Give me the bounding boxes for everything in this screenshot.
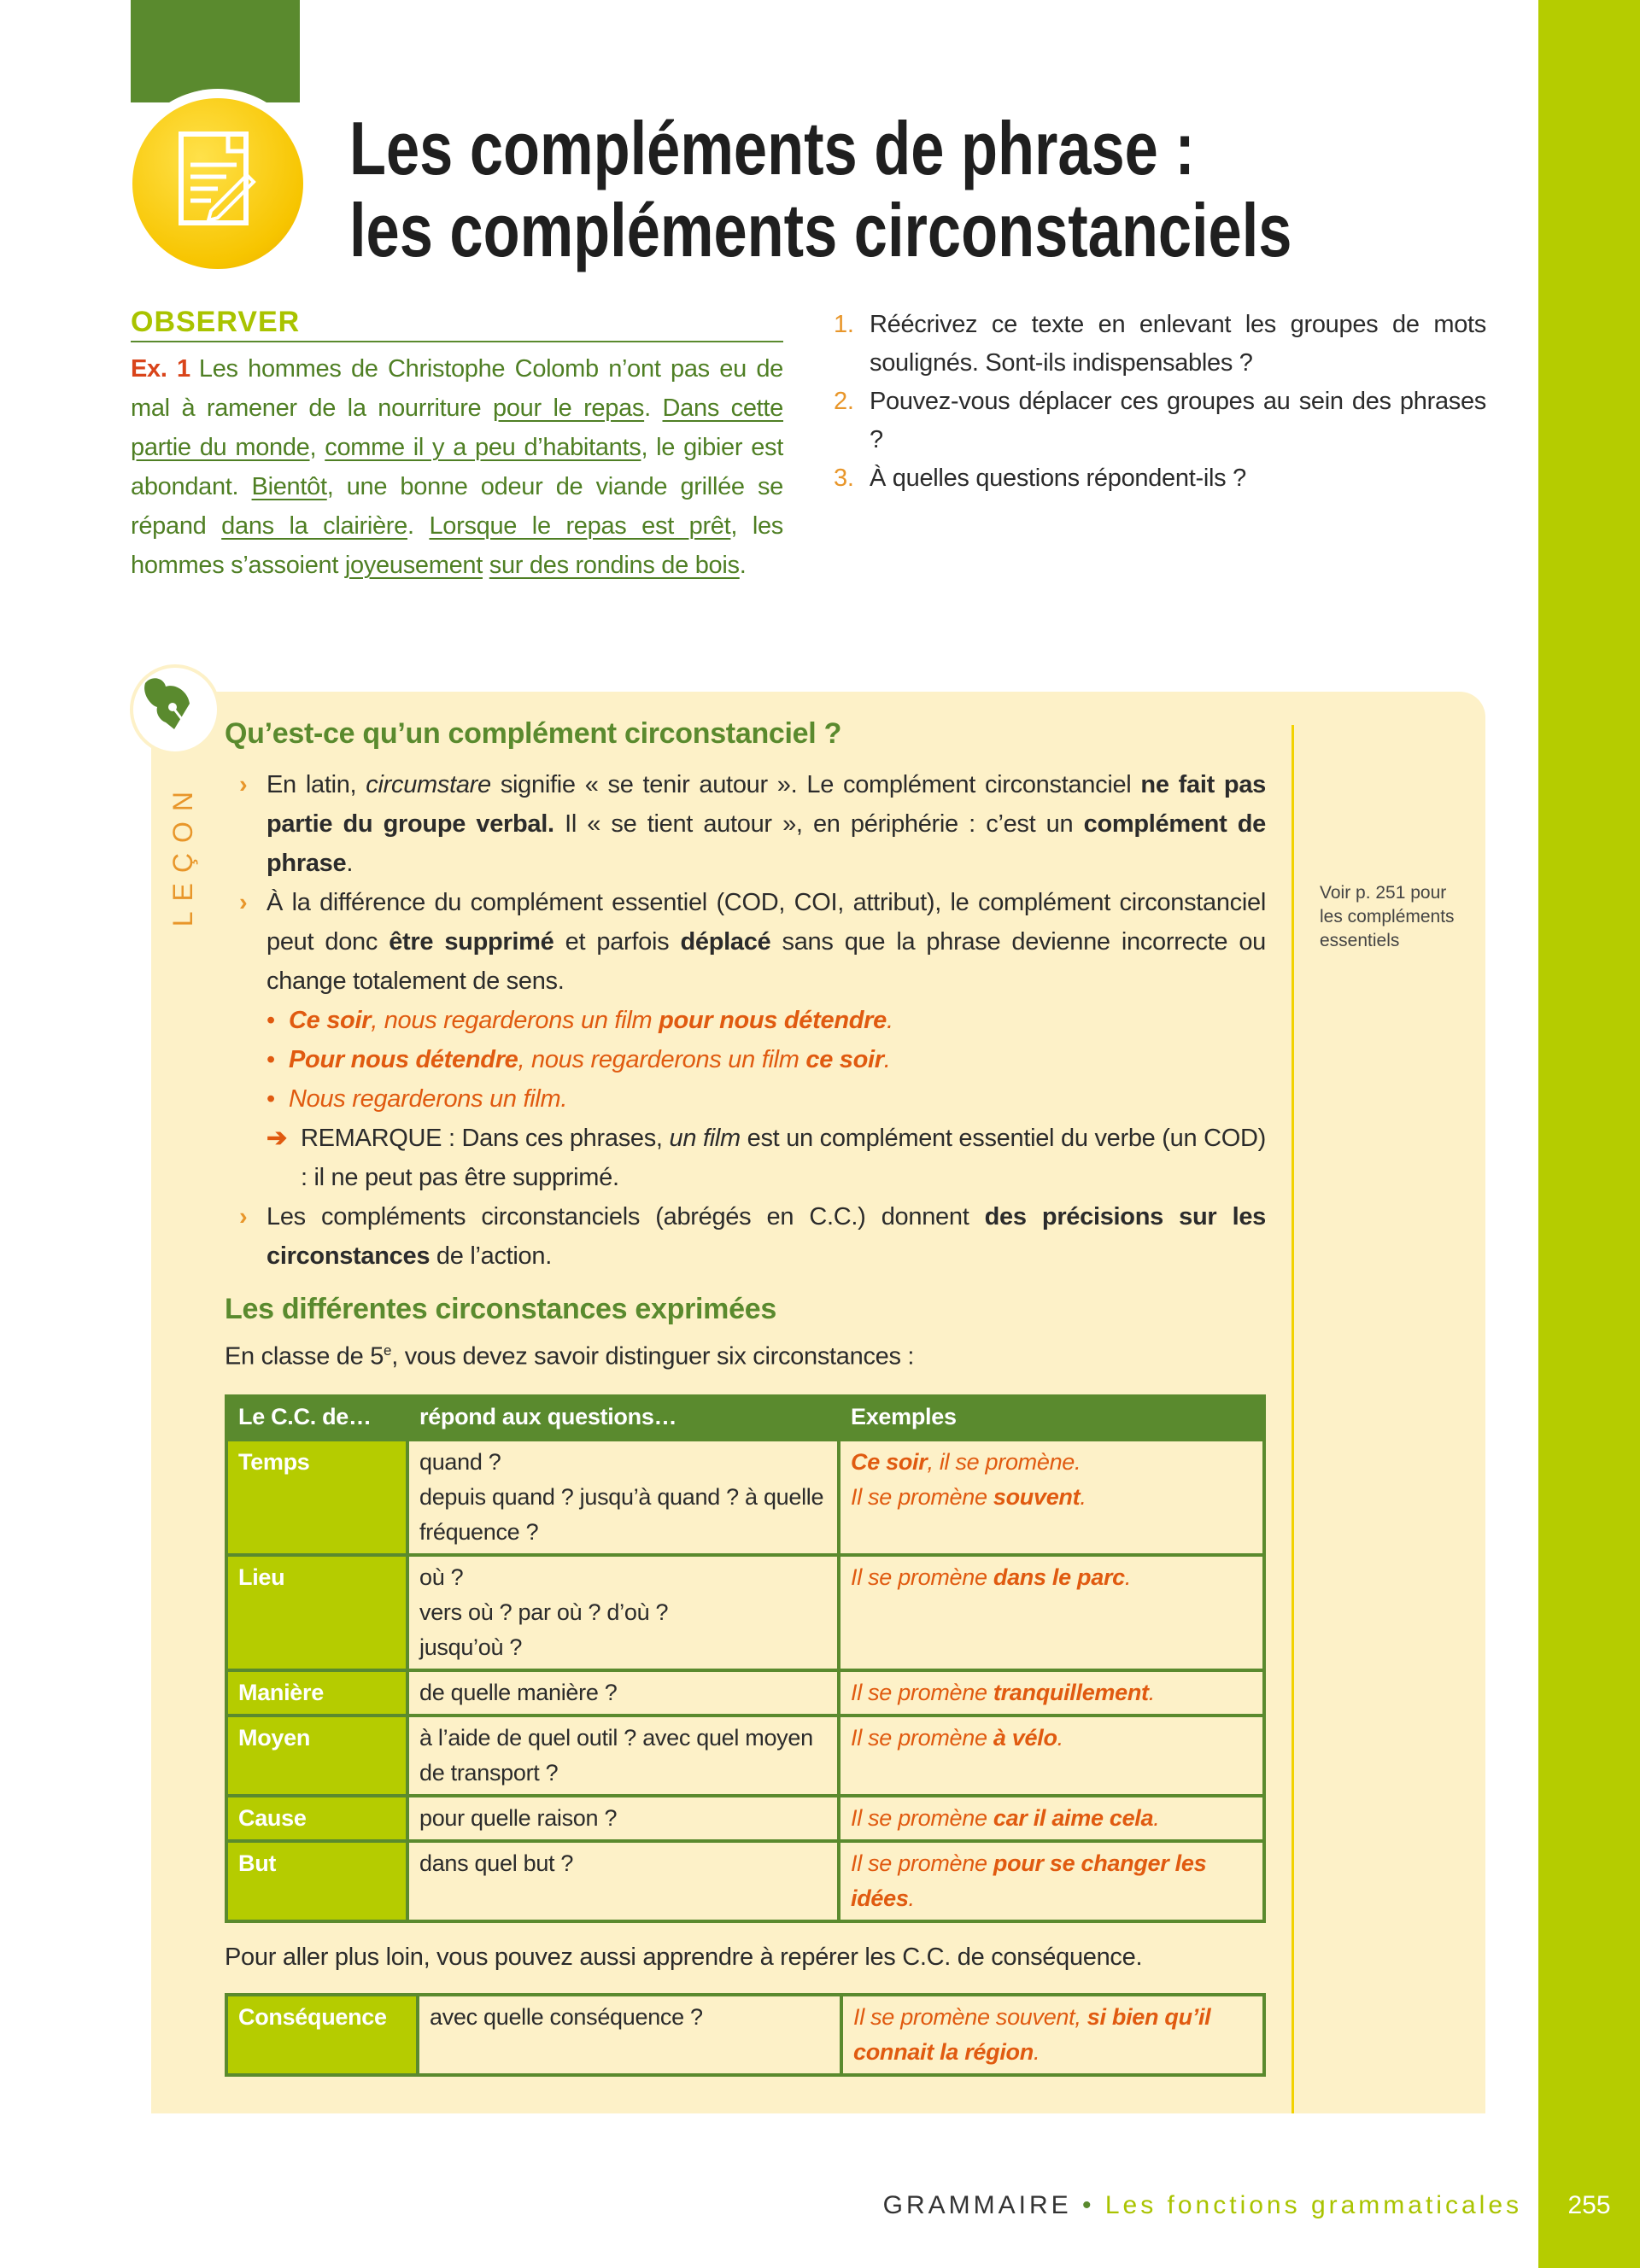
chevron-right-icon: › bbox=[239, 889, 248, 916]
footer-bullet: • bbox=[1081, 2191, 1095, 2219]
table-row bbox=[226, 1716, 1264, 1796]
question-line: de quelle manière ? bbox=[419, 1680, 618, 1705]
text-segment: , il se promène. bbox=[927, 1449, 1081, 1475]
text-segment: . bbox=[346, 850, 354, 877]
text-segment: dans le parc bbox=[993, 1564, 1125, 1590]
text-segment: Il « se tient autour », en périphérie : c’est un bbox=[554, 810, 1084, 838]
question-item bbox=[834, 459, 1486, 498]
bullet-dot-icon: • bbox=[266, 1046, 275, 1073]
text-segment: des précisions sur les circonstances bbox=[266, 1203, 1266, 1270]
text-segment: joyeusement bbox=[344, 552, 483, 579]
bullet-text bbox=[266, 1203, 1266, 1270]
side-note: Voir p. 251 pour les compléments essentiels bbox=[1320, 883, 1455, 950]
bullet-text bbox=[266, 771, 1266, 877]
text-segment: sans que la phrase devienne incorrecte ou change totalement de sens. bbox=[266, 928, 1267, 995]
example-sentence bbox=[239, 1001, 1266, 1040]
text-segment: un film bbox=[669, 1125, 741, 1152]
example-cell bbox=[839, 1555, 1264, 1670]
circumstance-cell: Lieu bbox=[226, 1555, 407, 1670]
text-segment: Les hommes de Christophe Colomb n’ont pas eu de mal à ramener de la nourriture bbox=[131, 355, 783, 422]
text-segment: REMARQUE : Dans ces phrases, bbox=[301, 1125, 670, 1152]
remark-text bbox=[301, 1125, 1266, 1191]
circumstance-cell: Cause bbox=[226, 1796, 407, 1841]
text-segment: complément de phrase bbox=[266, 810, 1266, 877]
circumstance-cell: Manière bbox=[226, 1670, 407, 1716]
text-segment: Nous regarderons un film. bbox=[289, 1085, 568, 1113]
text-segment: Lorsque le repas est prêt bbox=[429, 512, 731, 540]
question-number: 3. bbox=[834, 465, 854, 492]
lesson-body bbox=[239, 765, 1266, 1276]
text-segment: de l’action. bbox=[430, 1242, 552, 1270]
text-segment: Il se promène bbox=[851, 1680, 993, 1705]
circumstance-cell: Temps bbox=[226, 1440, 407, 1555]
questions-cell bbox=[407, 1841, 839, 1921]
observer-section bbox=[131, 306, 783, 585]
question-line: où ? bbox=[419, 1564, 464, 1590]
question-number: 2. bbox=[834, 388, 854, 415]
text-segment: car il aime cela bbox=[993, 1805, 1154, 1831]
lesson-heading: Qu’est-ce qu’un complément circonstanciel ? bbox=[225, 717, 842, 750]
exercise-body bbox=[131, 355, 783, 579]
text-segment: Ce soir bbox=[851, 1449, 928, 1475]
question-line: avec quelle conséquence ? bbox=[430, 2004, 703, 2030]
example-cell bbox=[839, 1670, 1264, 1716]
question-line: depuis quand ? jusqu’à quand ? à quelle fréquence ? bbox=[419, 1484, 824, 1545]
question-line: pour quelle raison ? bbox=[419, 1805, 618, 1831]
text-segment: . bbox=[644, 395, 663, 422]
text-segment: . bbox=[407, 512, 430, 540]
pen-nib-icon bbox=[130, 664, 220, 755]
text-segment: ne fait pas partie du groupe verbal. bbox=[266, 771, 1266, 838]
text-segment: Il se promène bbox=[851, 1484, 993, 1510]
text-segment: . bbox=[1148, 1680, 1155, 1705]
text-segment: À la différence du complément essentiel (COD, COI, attribut), le complément circonstanciel peut donc bbox=[266, 889, 1266, 956]
example-line bbox=[851, 1846, 1252, 1916]
question-list bbox=[834, 306, 1486, 498]
bullet-dot-icon: • bbox=[266, 1085, 275, 1113]
text-segment: Il se promène bbox=[851, 1850, 993, 1876]
questions-cell bbox=[407, 1716, 839, 1796]
questions-cell bbox=[407, 1555, 839, 1670]
circumstance-cell: Moyen bbox=[226, 1716, 407, 1796]
example-text bbox=[289, 1085, 567, 1113]
title-line-1: Les compléments de phrase : bbox=[349, 106, 1195, 190]
bullet-dot-icon: • bbox=[266, 1007, 275, 1034]
text-segment: , bbox=[309, 434, 325, 461]
text-segment: dans la clairière bbox=[221, 512, 407, 540]
question-line: vers où ? par où ? d’où ? bbox=[419, 1599, 669, 1625]
example-line bbox=[853, 2000, 1252, 2070]
text-segment: , le gibier est abondant. bbox=[131, 434, 783, 500]
table-row bbox=[226, 1841, 1264, 1921]
consequence-table bbox=[225, 1993, 1266, 2077]
chapter-tab bbox=[131, 0, 300, 102]
text-segment: En latin, bbox=[266, 771, 366, 798]
question-number: 1. bbox=[834, 311, 854, 338]
text-segment: . bbox=[883, 1046, 891, 1073]
text-segment: Il se promène bbox=[851, 1805, 993, 1831]
questions-cell bbox=[407, 1796, 839, 1841]
table-row bbox=[226, 1555, 1264, 1670]
example-text bbox=[289, 1046, 891, 1073]
text-segment: . bbox=[908, 1885, 915, 1911]
example-sentence bbox=[239, 1079, 1266, 1119]
text-segment: Il se promène bbox=[851, 1564, 993, 1590]
footer bbox=[883, 2191, 1522, 2220]
margin-divider bbox=[1292, 725, 1294, 2113]
text-segment: . bbox=[1080, 1484, 1086, 1510]
question-line: quand ? bbox=[419, 1449, 501, 1475]
exercise-label: Ex. 1 bbox=[131, 355, 190, 383]
text-segment: être supprimé bbox=[389, 928, 554, 956]
text-segment: Pour nous détendre bbox=[289, 1046, 518, 1073]
text-segment: Il se promène souvent, bbox=[853, 2004, 1087, 2030]
circumstance-cell: Conséquence bbox=[226, 1995, 418, 2075]
example-cell bbox=[839, 1440, 1264, 1555]
text-segment: souvent bbox=[993, 1484, 1081, 1510]
right-color-band bbox=[1538, 0, 1640, 2268]
text-segment: Ce soir bbox=[289, 1007, 372, 1034]
example-line bbox=[851, 1675, 1252, 1710]
text-segment: . bbox=[1057, 1725, 1063, 1751]
text-segment: circumstare bbox=[366, 771, 491, 798]
table-header-row bbox=[226, 1396, 1264, 1440]
example-cell bbox=[839, 1841, 1264, 1921]
footer-section: GRAMMAIRE bbox=[882, 2191, 1072, 2219]
table-row bbox=[226, 1995, 1264, 2075]
text-segment: , les hommes s’assoient bbox=[131, 512, 783, 579]
bullet-text bbox=[266, 889, 1266, 995]
question-line: jusqu’où ? bbox=[419, 1634, 523, 1660]
example-line bbox=[851, 1721, 1252, 1756]
further-note: Pour aller plus loin, vous pouvez aussi apprendre à repérer les C.C. de conséquence. bbox=[225, 1944, 1143, 1971]
remark bbox=[239, 1119, 1266, 1197]
question-item bbox=[834, 383, 1486, 459]
footer-subsection: Les fonctions grammaticales bbox=[1104, 2191, 1522, 2219]
circumstances-table bbox=[225, 1394, 1266, 1923]
example-line bbox=[851, 1801, 1252, 1836]
exercise-text bbox=[131, 349, 783, 585]
text-segment: Il se promène bbox=[851, 1725, 993, 1751]
table-intro bbox=[225, 1342, 914, 1371]
text-segment: . bbox=[1153, 1805, 1160, 1831]
text-segment: Bientôt bbox=[251, 473, 327, 500]
question-line: à l’aide de quel outil ? avec quel moyen de transport ? bbox=[419, 1725, 813, 1786]
document-pencil-icon bbox=[132, 98, 303, 269]
example-line bbox=[851, 1560, 1252, 1595]
questions-cell bbox=[418, 1995, 841, 2075]
question-text: À quelles questions répondent-ils ? bbox=[870, 465, 1246, 492]
chevron-right-icon: › bbox=[239, 771, 248, 798]
example-cell bbox=[839, 1796, 1264, 1841]
text-segment: , une bonne odeur de viande grillée se répand bbox=[131, 473, 783, 540]
text-segment: . bbox=[739, 552, 747, 579]
text-segment: et parfois bbox=[554, 928, 681, 956]
text-segment: comme il y a peu d’habitants bbox=[325, 434, 641, 461]
questions-cell bbox=[407, 1440, 839, 1555]
text-segment: à vélo bbox=[993, 1725, 1057, 1751]
title-line-2: les compléments circonstanciels bbox=[349, 188, 1292, 272]
text-segment: . bbox=[1033, 2039, 1040, 2065]
text-segment: pour le repas bbox=[493, 395, 645, 422]
example-line bbox=[851, 1480, 1252, 1515]
intro-text: En classe de 5 bbox=[225, 1342, 384, 1371]
text-segment: si bien qu’il connait la région bbox=[853, 2004, 1211, 2065]
example-text bbox=[289, 1007, 893, 1034]
text-segment: , nous regarderons un film bbox=[518, 1046, 806, 1073]
text-segment: pour se changer les idées bbox=[851, 1850, 1207, 1911]
arrow-right-icon: ➔ bbox=[266, 1125, 287, 1152]
question-text: Pouvez-vous déplacer ces groupes au sein des phrases ? bbox=[870, 388, 1486, 453]
chevron-right-icon: › bbox=[239, 1203, 248, 1230]
text-segment: pour nous détendre bbox=[659, 1007, 887, 1034]
text-segment: . bbox=[1124, 1564, 1132, 1590]
intro-text-end: , vous devez savoir distinguer six circonstances : bbox=[391, 1342, 915, 1371]
lesson-bullet bbox=[239, 765, 1266, 883]
text-segment: Dans cette partie du monde bbox=[131, 395, 784, 461]
column-header: Le C.C. de… bbox=[226, 1396, 407, 1440]
text-segment: sur des rondins de bois bbox=[489, 552, 740, 579]
subheading: Les différentes circonstances exprimées bbox=[225, 1293, 776, 1325]
page-number: 255 bbox=[1567, 2191, 1611, 2219]
circumstance-cell: But bbox=[226, 1841, 407, 1921]
table-row bbox=[226, 1440, 1264, 1555]
text-segment: . bbox=[886, 1007, 893, 1034]
observer-heading: OBSERVER bbox=[131, 306, 783, 342]
intro-superscript: e bbox=[384, 1342, 392, 1359]
column-header: Exemples bbox=[839, 1396, 1264, 1440]
column-header: répond aux questions… bbox=[407, 1396, 839, 1440]
table-row bbox=[226, 1796, 1264, 1841]
lesson-side-label: LEÇON bbox=[167, 781, 198, 927]
example-cell bbox=[841, 1995, 1264, 2075]
text-segment: signifie « se tenir autour ». Le complément circonstanciel bbox=[490, 771, 1141, 798]
question-item bbox=[834, 306, 1486, 383]
text-segment: ce soir bbox=[805, 1046, 884, 1073]
example-line bbox=[851, 1445, 1252, 1480]
question-text: Réécrivez ce texte en enlevant les groupes de mots soulignés. Sont-ils indispensables ? bbox=[870, 311, 1486, 377]
example-cell bbox=[839, 1716, 1264, 1796]
text-segment: tranquillement bbox=[993, 1680, 1149, 1705]
example-sentence bbox=[239, 1040, 1266, 1079]
page-title bbox=[349, 108, 1292, 272]
text-segment: déplacé bbox=[680, 928, 771, 956]
table-row bbox=[226, 1670, 1264, 1716]
text-segment: Les compléments circonstanciels (abrégés en C.C.) donnent bbox=[266, 1203, 985, 1230]
lesson-bullet bbox=[239, 883, 1266, 1001]
text-segment: est un complément essentiel du verbe (un COD) : il ne peut pas être supprimé. bbox=[301, 1125, 1266, 1191]
text-segment bbox=[483, 552, 489, 579]
questions-cell bbox=[407, 1670, 839, 1716]
lesson-bullet bbox=[239, 1197, 1266, 1276]
question-line: dans quel but ? bbox=[419, 1850, 574, 1876]
text-segment: , nous regarderons un film bbox=[371, 1007, 659, 1034]
